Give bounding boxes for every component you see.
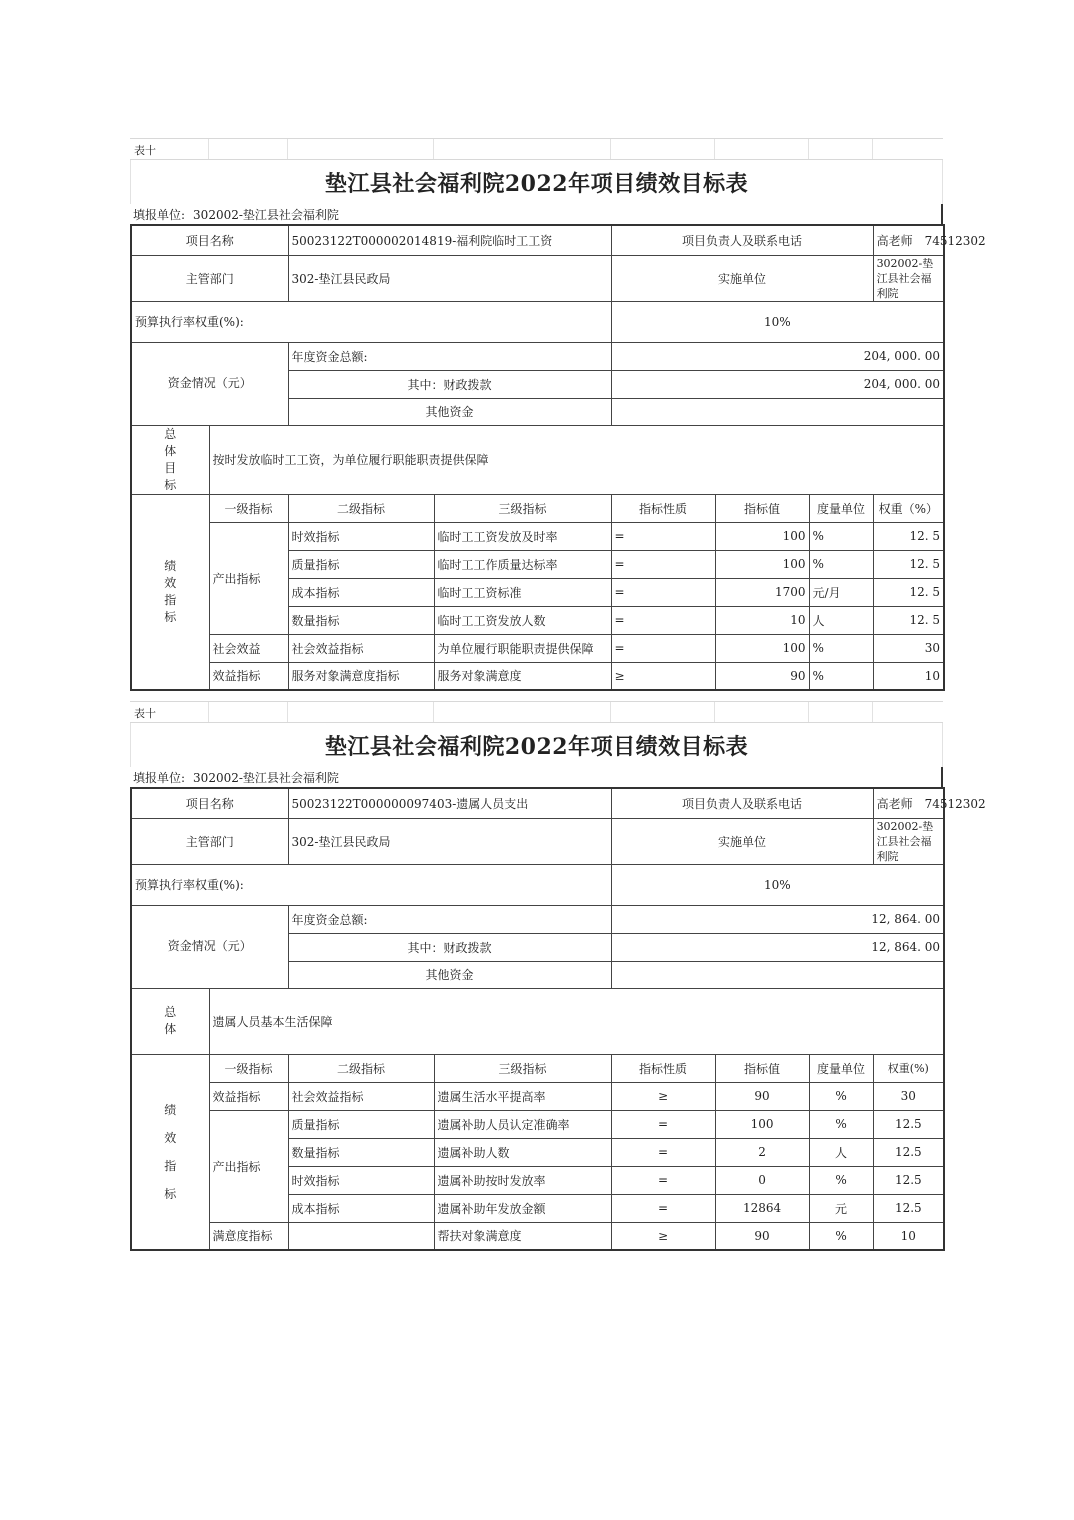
row-unit: % (809, 1222, 873, 1250)
contact-value: 高老师 74512302 (873, 225, 944, 255)
row-weight: 12.5 (873, 1138, 944, 1166)
impl-value: 302002-垫江县社会福利院 (873, 818, 944, 864)
table-row (131, 634, 944, 662)
annual-total-value: 12, 864. 00 (611, 905, 944, 933)
performance-sheet-2 (130, 701, 986, 1251)
performance-sheet-1 (130, 138, 986, 691)
header-value: 指标值 (715, 494, 809, 522)
tag-row (130, 138, 943, 160)
row-val: 90 (715, 662, 809, 690)
row-op: ≥ (611, 1082, 715, 1110)
row-l2: 服务对象满意度指标 (288, 662, 434, 690)
project-name-label: 项目名称 (131, 225, 288, 255)
header-weight: 权重（%） (873, 494, 944, 522)
project-name-value: 50023122T000002014819-福利院临时工工资 (288, 225, 611, 255)
row-unit: % (809, 550, 873, 578)
row-op: = (611, 578, 715, 606)
row-l2: 社会效益指标 (288, 1082, 434, 1110)
fill-unit-label: 填报单位: (133, 207, 186, 222)
sheet-title: 垫江县社会福利院2022年项目绩效目标表 (130, 160, 943, 204)
tag-row (130, 701, 943, 723)
row-l3: 临时工工资发放及时率 (434, 522, 611, 550)
dept-value: 302-垫江县民政局 (288, 818, 611, 864)
budget-weight-value: 10% (611, 301, 944, 342)
contact-value: 高老师 74512302 (873, 788, 944, 818)
other-funds-label: 其他资金 (288, 398, 611, 425)
row-val: 100 (715, 1110, 809, 1138)
header-weight: 权重(%) (873, 1054, 944, 1082)
other-funds-value (611, 961, 944, 988)
row-l1: 产出指标 (209, 1110, 288, 1222)
table-tag: 表十 (134, 707, 156, 720)
row-weight: 12. 5 (873, 606, 944, 634)
annual-total-label: 年度资金总额: (288, 342, 611, 370)
header-l1: 一级指标 (209, 1054, 288, 1082)
row-op: = (611, 522, 715, 550)
row-l2: 质量指标 (288, 550, 434, 578)
header-l2: 二级指标 (288, 494, 434, 522)
row-val: 1700 (715, 578, 809, 606)
table-row (131, 1082, 944, 1110)
row-l2: 社会效益指标 (288, 634, 434, 662)
row-l2: 时效指标 (288, 1166, 434, 1194)
overall-goal-value: 遗属人员基本生活保障 (209, 988, 944, 1054)
row-l2: 质量指标 (288, 1110, 434, 1138)
impl-label: 实施单位 (611, 255, 873, 301)
header-l1: 一级指标 (209, 494, 288, 522)
row-weight: 12.5 (873, 1194, 944, 1222)
project-name-label: 项目名称 (131, 788, 288, 818)
fiscal-label: 其中：财政拨款 (288, 370, 611, 398)
row-op: ≥ (611, 1222, 715, 1250)
row-unit: % (809, 634, 873, 662)
fiscal-label: 其中：财政拨款 (288, 933, 611, 961)
fiscal-value: 12, 864. 00 (611, 933, 944, 961)
dept-value: 302-垫江县民政局 (288, 255, 611, 301)
overall-goal-label: 总体 (131, 988, 209, 1054)
impl-value: 302002-垫江县社会福利院 (873, 255, 944, 301)
row-l1: 效益指标 (209, 662, 288, 690)
impl-label: 实施单位 (611, 818, 873, 864)
row-l3: 遗属补助按时发放率 (434, 1166, 611, 1194)
row-l3: 遗属补助人数 (434, 1138, 611, 1166)
table-tag: 表十 (134, 144, 156, 157)
row-val: 10 (715, 606, 809, 634)
row-weight: 10 (873, 662, 944, 690)
row-weight: 30 (873, 1082, 944, 1110)
contact-label: 项目负责人及联系电话 (611, 225, 873, 255)
header-l3: 三级指标 (434, 494, 611, 522)
dept-label: 主管部门 (131, 818, 288, 864)
other-funds-value (611, 398, 944, 425)
perf-indicator-label: 绩效指标 (131, 1054, 209, 1250)
row-val: 90 (715, 1082, 809, 1110)
header-value: 指标值 (715, 1054, 809, 1082)
row-l1: 社会效益 (209, 634, 288, 662)
project-name-value: 50023122T000000097403-遗属人员支出 (288, 788, 611, 818)
row-op: = (611, 550, 715, 578)
table-row (131, 1222, 944, 1250)
dept-label: 主管部门 (131, 255, 288, 301)
perf-indicator-label: 绩效指标 (131, 494, 209, 690)
header-l3: 三级指标 (434, 1054, 611, 1082)
row-val: 100 (715, 522, 809, 550)
fill-unit-value: 302002-垫江县社会福利院 (193, 770, 339, 785)
row-unit: % (809, 662, 873, 690)
row-weight: 12. 5 (873, 550, 944, 578)
row-unit: 元/月 (809, 578, 873, 606)
row-op: = (611, 1166, 715, 1194)
row-l1: 满意度指标 (209, 1222, 288, 1250)
row-unit: 人 (809, 606, 873, 634)
row-weight: 30 (873, 634, 944, 662)
table-row (131, 662, 944, 690)
row-op: = (611, 634, 715, 662)
row-l2: 成本指标 (288, 1194, 434, 1222)
row-l3: 帮扶对象满意度 (434, 1222, 611, 1250)
budget-weight-label: 预算执行率权重(%): (131, 301, 611, 342)
fill-unit-row (130, 767, 943, 787)
row-l1: 效益指标 (209, 1082, 288, 1110)
row-op: = (611, 606, 715, 634)
row-val: 2 (715, 1138, 809, 1166)
row-unit: % (809, 1082, 873, 1110)
row-l3: 临时工工资标准 (434, 578, 611, 606)
row-val: 100 (715, 550, 809, 578)
row-unit: % (809, 1110, 873, 1138)
row-l2 (288, 1222, 434, 1250)
performance-table (130, 787, 986, 1251)
other-funds-label: 其他资金 (288, 961, 611, 988)
row-op: = (611, 1110, 715, 1138)
row-l1: 产出指标 (209, 522, 288, 634)
row-weight: 12.5 (873, 1166, 944, 1194)
row-unit: % (809, 522, 873, 550)
funds-label: 资金情况（元） (131, 342, 288, 425)
row-l3: 为单位履行职能职责提供保障 (434, 634, 611, 662)
fill-unit-label: 填报单位: (133, 770, 186, 785)
fiscal-value: 204, 000. 00 (611, 370, 944, 398)
budget-weight-label: 预算执行率权重(%): (131, 864, 611, 905)
row-weight: 12. 5 (873, 522, 944, 550)
table-row (131, 1110, 944, 1138)
funds-label: 资金情况（元） (131, 905, 288, 988)
annual-total-value: 204, 000. 00 (611, 342, 944, 370)
row-unit: 人 (809, 1138, 873, 1166)
table-row (131, 522, 944, 550)
row-weight: 12.5 (873, 1110, 944, 1138)
row-op: = (611, 1194, 715, 1222)
row-l3: 遗属补助年发放金额 (434, 1194, 611, 1222)
row-unit: 元 (809, 1194, 873, 1222)
sheet-title: 垫江县社会福利院2022年项目绩效目标表 (130, 723, 943, 767)
row-weight: 10 (873, 1222, 944, 1250)
row-val: 0 (715, 1166, 809, 1194)
row-l3: 遗属补助人员认定准确率 (434, 1110, 611, 1138)
row-val: 90 (715, 1222, 809, 1250)
row-l2: 数量指标 (288, 1138, 434, 1166)
row-l3: 临时工工作质量达标率 (434, 550, 611, 578)
overall-goal-label: 总体目标 (131, 425, 209, 494)
row-l3: 遗属生活水平提高率 (434, 1082, 611, 1110)
row-op: ≥ (611, 662, 715, 690)
row-l2: 成本指标 (288, 578, 434, 606)
header-unit: 度量单位 (809, 494, 873, 522)
row-l3: 临时工工资发放人数 (434, 606, 611, 634)
budget-weight-value: 10% (611, 864, 944, 905)
row-l3: 服务对象满意度 (434, 662, 611, 690)
fill-unit-row (130, 204, 943, 224)
header-unit: 度量单位 (809, 1054, 873, 1082)
row-weight: 12. 5 (873, 578, 944, 606)
contact-label: 项目负责人及联系电话 (611, 788, 873, 818)
row-l2: 时效指标 (288, 522, 434, 550)
row-l2: 数量指标 (288, 606, 434, 634)
performance-table (130, 224, 986, 691)
header-nature: 指标性质 (611, 494, 715, 522)
row-unit: % (809, 1166, 873, 1194)
annual-total-label: 年度资金总额: (288, 905, 611, 933)
header-nature: 指标性质 (611, 1054, 715, 1082)
row-op: = (611, 1138, 715, 1166)
row-val: 100 (715, 634, 809, 662)
overall-goal-value: 按时发放临时工工资，为单位履行职能职责提供保障 (209, 425, 944, 494)
row-val: 12864 (715, 1194, 809, 1222)
fill-unit-value: 302002-垫江县社会福利院 (193, 207, 339, 222)
header-l2: 二级指标 (288, 1054, 434, 1082)
